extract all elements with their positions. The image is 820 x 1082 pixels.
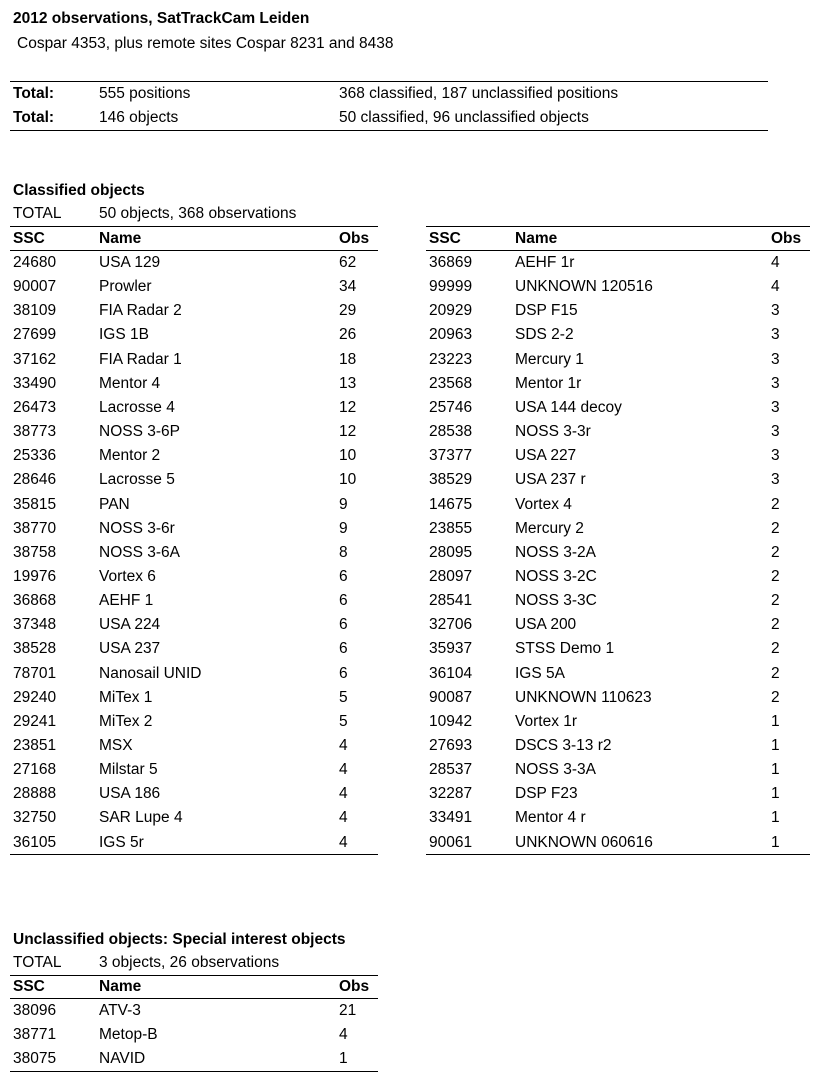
table-row — [13, 637, 378, 661]
obs-cell: 1 — [771, 737, 780, 754]
table-row — [13, 806, 378, 830]
column-header-ssc: SSC — [13, 978, 45, 995]
table-row — [13, 831, 378, 855]
obs-cell: 4 — [339, 1026, 348, 1044]
ssc-cell: 29240 — [13, 688, 57, 706]
obs-cell: 4 — [771, 278, 780, 296]
name-cell: SDS 2-2 — [515, 326, 574, 344]
obs-cell: 12 — [339, 423, 357, 441]
name-cell: IGS 5A — [515, 664, 565, 682]
name-cell: Mentor 4 — [99, 374, 161, 392]
table-row — [13, 299, 378, 323]
unclassified-total — [13, 951, 378, 975]
totals-label: Total: — [13, 85, 55, 102]
table-row — [429, 565, 809, 589]
obs-cell: 1 — [771, 809, 780, 827]
ssc-cell: 35937 — [429, 640, 473, 658]
obs-cell: 2 — [771, 543, 780, 561]
table-row — [13, 686, 378, 710]
name-cell: PAN — [99, 495, 130, 513]
name-cell: FIA Radar 2 — [99, 302, 182, 320]
table-row — [13, 323, 378, 347]
name-cell: DSP F23 — [515, 785, 578, 803]
obs-cell: 62 — [339, 254, 357, 271]
totals-detail: 50 classified, 96 unclassified objects — [339, 109, 589, 126]
ssc-cell: 99999 — [429, 278, 473, 296]
table-row — [13, 348, 378, 372]
obs-cell: 4 — [771, 254, 780, 271]
name-cell: IGS 5r — [99, 833, 144, 851]
table-row — [13, 1047, 378, 1071]
ssc-cell: 28537 — [429, 761, 473, 779]
classified-total-label: TOTAL — [13, 205, 62, 222]
obs-cell: 2 — [771, 495, 780, 513]
totals-row-positions — [13, 82, 768, 106]
obs-cell: 26 — [339, 326, 357, 344]
obs-cell: 6 — [339, 567, 348, 585]
classified-right-header — [429, 227, 809, 251]
ssc-cell: 23851 — [13, 737, 57, 754]
name-cell: Mercury 1 — [515, 350, 584, 368]
page-title: 2012 observations, SatTrackCam Leiden — [13, 10, 310, 27]
ssc-cell: 38109 — [13, 302, 57, 320]
name-cell: Mentor 4 r — [515, 809, 586, 827]
table-row — [429, 686, 809, 710]
name-cell: NOSS 3-3A — [515, 761, 596, 779]
table-row — [13, 444, 378, 468]
name-cell: Mentor 2 — [99, 447, 161, 465]
name-cell: Vortex 1r — [515, 712, 578, 730]
table-row — [429, 710, 809, 734]
table-row — [13, 493, 378, 517]
name-cell: DSP F15 — [515, 302, 578, 320]
ssc-cell: 37162 — [13, 350, 57, 368]
name-cell: NOSS 3-3r — [515, 423, 591, 441]
table-row — [13, 251, 378, 275]
table-row — [429, 806, 809, 830]
name-cell: DSCS 3-13 r2 — [515, 737, 612, 754]
column-header-obs: Obs — [339, 978, 370, 995]
name-cell: USA 129 — [99, 254, 161, 271]
name-cell: ATV-3 — [99, 1002, 141, 1019]
unclassified-total-label: TOTAL — [13, 954, 62, 971]
ssc-cell: 38096 — [13, 1002, 57, 1019]
table-row — [13, 734, 378, 758]
name-cell: USA 144 decoy — [515, 398, 622, 416]
table-row — [429, 275, 809, 299]
obs-cell: 3 — [771, 350, 780, 368]
table-row — [429, 299, 809, 323]
name-cell: UNKNOWN 110623 — [515, 688, 652, 706]
obs-cell: 2 — [771, 616, 780, 634]
table-row — [429, 831, 809, 855]
name-cell: USA 237 r — [515, 471, 586, 489]
ssc-cell: 25746 — [429, 398, 473, 416]
name-cell: Vortex 6 — [99, 567, 156, 585]
unclassified-heading: Unclassified objects: Special interest objects — [13, 931, 346, 948]
name-cell: USA 237 — [99, 640, 161, 658]
obs-cell: 3 — [771, 447, 780, 465]
name-cell: USA 227 — [515, 447, 577, 465]
obs-cell: 9 — [339, 495, 348, 513]
ssc-cell: 28095 — [429, 543, 473, 561]
name-cell: Lacrosse 5 — [99, 471, 175, 489]
name-cell: NAVID — [99, 1050, 146, 1068]
ssc-cell: 36868 — [13, 592, 57, 610]
table-row — [13, 662, 378, 686]
ssc-cell: 90061 — [429, 833, 473, 851]
table-row — [429, 420, 809, 444]
obs-cell: 6 — [339, 592, 348, 610]
name-cell: MSX — [99, 737, 133, 754]
unclassified-bottom-rule — [10, 1071, 378, 1072]
table-row — [13, 420, 378, 444]
column-header-name: Name — [99, 230, 142, 247]
obs-cell: 1 — [771, 712, 780, 730]
table-row — [429, 541, 809, 565]
name-cell: IGS 1B — [99, 326, 149, 344]
totals-value: 146 objects — [99, 109, 179, 126]
obs-cell: 1 — [771, 833, 780, 851]
classified-total — [13, 202, 378, 226]
obs-cell: 3 — [771, 326, 780, 344]
table-row — [429, 323, 809, 347]
obs-cell: 4 — [339, 809, 348, 827]
table-row — [429, 782, 809, 806]
column-header-obs: Obs — [771, 230, 802, 247]
name-cell: NOSS 3-6r — [99, 519, 175, 537]
ssc-cell: 33490 — [13, 374, 57, 392]
name-cell: MiTex 1 — [99, 688, 153, 706]
obs-cell: 2 — [771, 592, 780, 610]
name-cell: NOSS 3-3C — [515, 592, 597, 610]
ssc-cell: 38528 — [13, 640, 57, 658]
table-row — [13, 275, 378, 299]
ssc-cell: 36869 — [429, 254, 473, 271]
ssc-cell: 23223 — [429, 350, 473, 368]
name-cell: AEHF 1r — [515, 254, 575, 271]
obs-cell: 2 — [771, 688, 780, 706]
obs-cell: 10 — [339, 447, 357, 465]
table-row — [13, 589, 378, 613]
table-row — [13, 372, 378, 396]
table-row — [429, 444, 809, 468]
obs-cell: 4 — [339, 761, 348, 779]
ssc-cell: 78701 — [13, 664, 57, 682]
column-header-name: Name — [515, 230, 558, 247]
obs-cell: 3 — [771, 398, 780, 416]
ssc-cell: 28097 — [429, 567, 473, 585]
name-cell: SAR Lupe 4 — [99, 809, 183, 827]
obs-cell: 2 — [771, 567, 780, 585]
table-row — [13, 541, 378, 565]
name-cell: NOSS 3-2A — [515, 543, 596, 561]
obs-cell: 9 — [339, 519, 348, 537]
table-row — [429, 734, 809, 758]
ssc-cell: 28888 — [13, 785, 57, 803]
ssc-cell: 37348 — [13, 616, 57, 634]
table-row — [13, 782, 378, 806]
table-row — [429, 468, 809, 492]
table-row — [429, 251, 809, 275]
ssc-cell: 29241 — [13, 712, 57, 730]
table-row — [13, 758, 378, 782]
ssc-cell: 90007 — [13, 278, 57, 296]
ssc-cell: 38075 — [13, 1050, 57, 1068]
obs-cell: 6 — [339, 640, 348, 658]
totals-row-objects — [13, 106, 768, 130]
classified-left-header — [13, 227, 378, 251]
table-row — [429, 662, 809, 686]
column-header-name: Name — [99, 978, 142, 995]
ssc-cell: 28541 — [429, 592, 473, 610]
name-cell: FIA Radar 1 — [99, 350, 182, 368]
ssc-cell: 20929 — [429, 302, 473, 320]
name-cell: Vortex 4 — [515, 495, 572, 513]
column-header-ssc: SSC — [13, 230, 45, 247]
ssc-cell: 24680 — [13, 254, 57, 271]
table-row — [429, 493, 809, 517]
name-cell: USA 200 — [515, 616, 577, 634]
obs-cell: 12 — [339, 398, 357, 416]
obs-cell: 5 — [339, 712, 348, 730]
name-cell: Milstar 5 — [99, 761, 158, 779]
ssc-cell: 38773 — [13, 423, 57, 441]
table-row — [13, 999, 378, 1023]
name-cell: STSS Demo 1 — [515, 640, 615, 658]
obs-cell: 2 — [771, 664, 780, 682]
table-row — [13, 1023, 378, 1047]
name-cell: Mentor 1r — [515, 374, 582, 392]
table-row — [429, 613, 809, 637]
name-cell: NOSS 3-6P — [99, 423, 180, 441]
obs-cell: 3 — [771, 423, 780, 441]
obs-cell: 5 — [339, 688, 348, 706]
name-cell: Lacrosse 4 — [99, 398, 175, 416]
obs-cell: 6 — [339, 616, 348, 634]
totals-value: 555 positions — [99, 85, 191, 102]
obs-cell: 4 — [339, 737, 348, 754]
table-row — [13, 517, 378, 541]
ssc-cell: 10942 — [429, 712, 473, 730]
table-row — [429, 517, 809, 541]
table-row — [13, 613, 378, 637]
obs-cell: 13 — [339, 374, 357, 392]
table-row — [429, 348, 809, 372]
ssc-cell: 32750 — [13, 809, 57, 827]
classified-total-value: 50 objects, 368 observations — [99, 205, 297, 222]
table-row — [429, 637, 809, 661]
ssc-cell: 28646 — [13, 471, 57, 489]
name-cell: Nanosail UNID — [99, 664, 202, 682]
ssc-cell: 35815 — [13, 495, 57, 513]
ssc-cell: 23855 — [429, 519, 473, 537]
ssc-cell: 38771 — [13, 1026, 57, 1044]
table-row — [429, 372, 809, 396]
obs-cell: 21 — [339, 1002, 357, 1019]
obs-cell: 4 — [339, 785, 348, 803]
name-cell: Metop-B — [99, 1026, 158, 1044]
ssc-cell: 32706 — [429, 616, 473, 634]
totals-detail: 368 classified, 187 unclassified positions — [339, 85, 619, 102]
ssc-cell: 14675 — [429, 495, 473, 513]
table-row — [429, 396, 809, 420]
ssc-cell: 38529 — [429, 471, 473, 489]
obs-cell: 18 — [339, 350, 357, 368]
ssc-cell: 19976 — [13, 567, 57, 585]
obs-cell: 4 — [339, 833, 348, 851]
obs-cell: 3 — [771, 374, 780, 392]
ssc-cell: 90087 — [429, 688, 473, 706]
classified-heading: Classified objects — [13, 182, 145, 199]
table-row — [13, 468, 378, 492]
obs-cell: 1 — [771, 761, 780, 779]
name-cell: MiTex 2 — [99, 712, 153, 730]
unclassified-total-value: 3 objects, 26 observations — [99, 954, 280, 971]
obs-cell: 34 — [339, 278, 357, 296]
totals-bottom-rule — [10, 130, 768, 131]
obs-cell: 6 — [339, 664, 348, 682]
name-cell: Mercury 2 — [515, 519, 584, 537]
ssc-cell: 26473 — [13, 398, 57, 416]
table-row — [13, 565, 378, 589]
name-cell: UNKNOWN 060616 — [515, 833, 653, 851]
ssc-cell: 27168 — [13, 761, 57, 779]
column-header-obs: Obs — [339, 230, 370, 247]
ssc-cell: 27699 — [13, 326, 57, 344]
ssc-cell: 27693 — [429, 737, 473, 754]
table-row — [429, 758, 809, 782]
name-cell: Prowler — [99, 278, 152, 296]
ssc-cell: 38770 — [13, 519, 57, 537]
unclassified-header — [13, 975, 378, 999]
name-cell: NOSS 3-2C — [515, 567, 597, 585]
name-cell: NOSS 3-6A — [99, 543, 180, 561]
ssc-cell: 36104 — [429, 664, 473, 682]
name-cell: AEHF 1 — [99, 592, 154, 610]
ssc-cell: 37377 — [429, 447, 473, 465]
obs-cell: 3 — [771, 302, 780, 320]
column-header-ssc: SSC — [429, 230, 461, 247]
table-row — [429, 589, 809, 613]
name-cell: USA 186 — [99, 785, 161, 803]
ssc-cell: 23568 — [429, 374, 473, 392]
ssc-cell: 32287 — [429, 785, 473, 803]
table-row — [13, 710, 378, 734]
obs-cell: 2 — [771, 640, 780, 658]
obs-cell: 3 — [771, 471, 780, 489]
ssc-cell: 33491 — [429, 809, 473, 827]
obs-cell: 1 — [771, 785, 780, 803]
ssc-cell: 38758 — [13, 543, 57, 561]
name-cell: UNKNOWN 120516 — [515, 278, 653, 296]
ssc-cell: 25336 — [13, 447, 57, 465]
ssc-cell: 28538 — [429, 423, 473, 441]
obs-cell: 2 — [771, 519, 780, 537]
table-row — [13, 396, 378, 420]
ssc-cell: 36105 — [13, 833, 57, 851]
obs-cell: 10 — [339, 471, 357, 489]
classified-right-bottom-rule — [426, 854, 810, 855]
ssc-cell: 20963 — [429, 326, 473, 344]
obs-cell: 29 — [339, 302, 357, 320]
classified-left-bottom-rule — [10, 854, 378, 855]
totals-label: Total: — [13, 109, 55, 126]
obs-cell: 8 — [339, 543, 348, 561]
obs-cell: 1 — [339, 1050, 348, 1068]
name-cell: USA 224 — [99, 616, 161, 634]
page-subtitle: Cospar 4353, plus remote sites Cospar 8231 and 8438 — [17, 35, 394, 52]
